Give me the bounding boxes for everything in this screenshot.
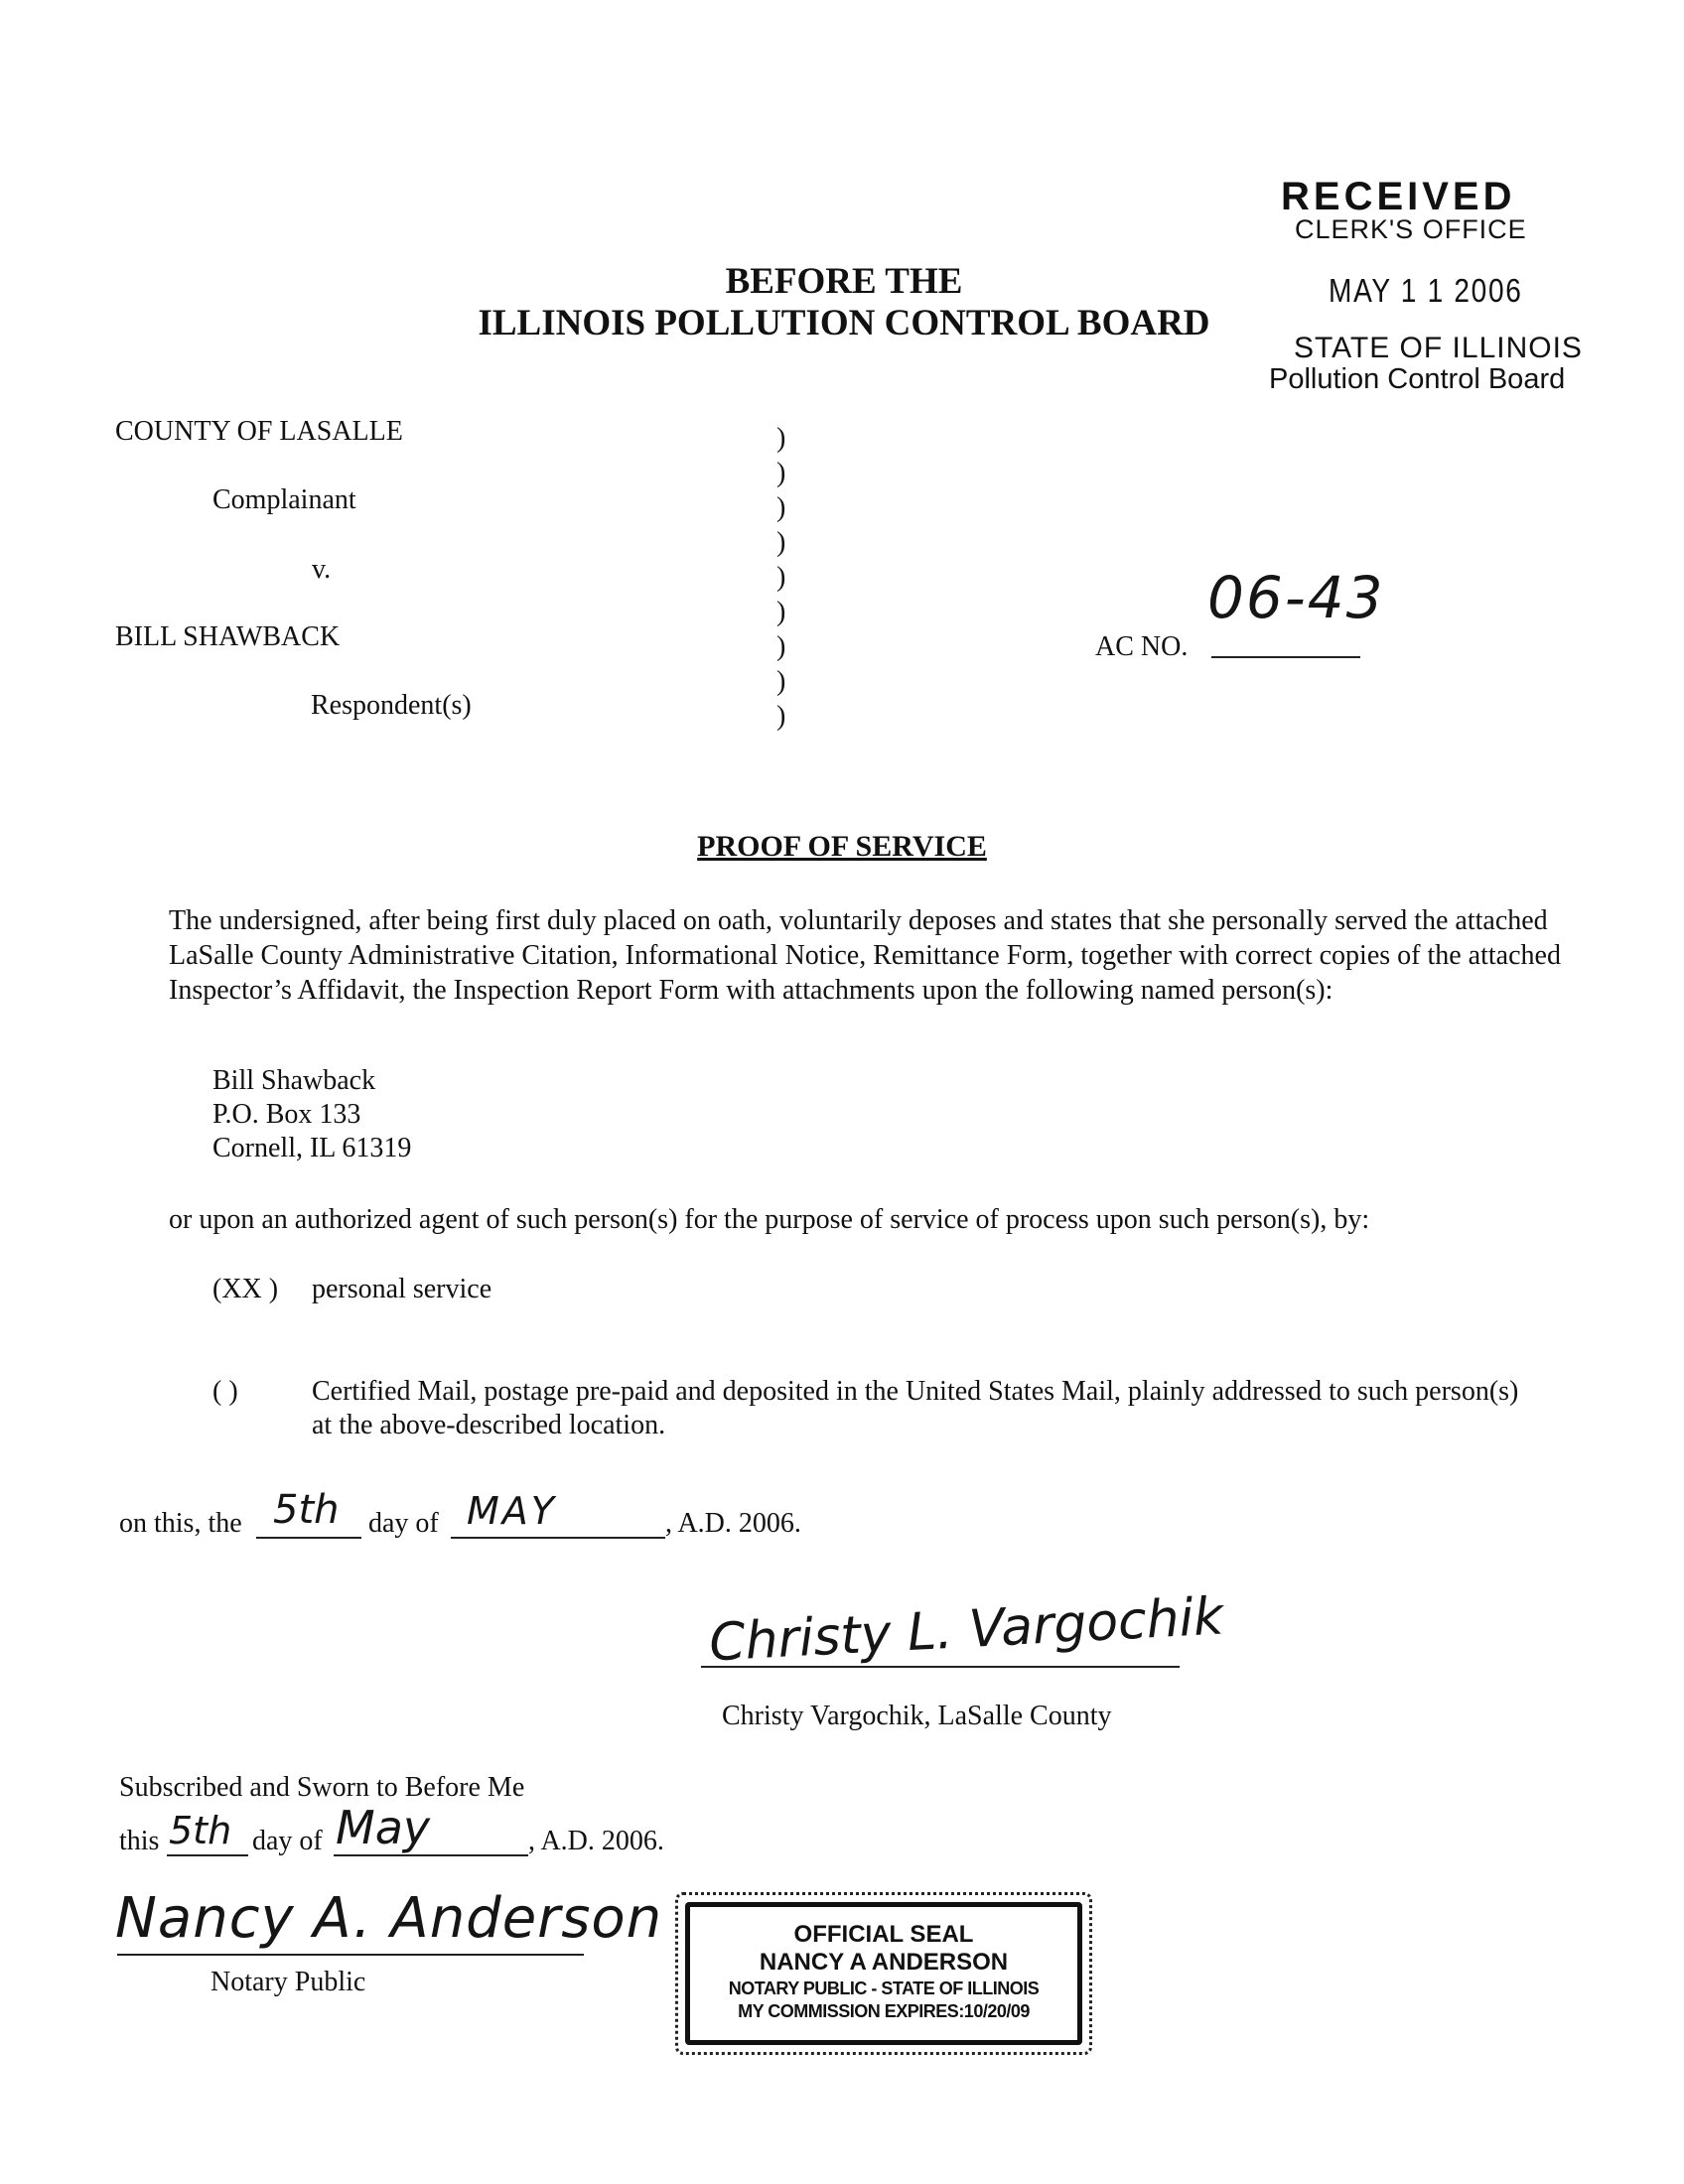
- caption-paren: ): [776, 597, 786, 627]
- complainant-role: Complainant: [212, 484, 356, 515]
- received-stamp-clerks-office: CLERK'S OFFICE: [1295, 214, 1527, 244]
- service-day-handwritten: 5th: [273, 1487, 340, 1533]
- complainant-name: COUNTY OF LASALLE: [115, 416, 403, 447]
- personal-service-checkbox: (XX ): [212, 1274, 279, 1304]
- official-seal-title: OFFICIAL SEAL: [793, 1921, 974, 1948]
- oath-statement: The undersigned, after being first duly placed on oath, voluntarily deposes and states that she personally served the attached LaSalle County Administrative Citation, Informational Notice, Remittance Form, together with correct copies of the attached Inspector’s Affidavit, the Inspection Report Form with attachments upon the following named person(s):: [169, 905, 1561, 1006]
- service-month-handwritten: MAY: [467, 1489, 557, 1533]
- served-person-city: Cornell, IL 61319: [212, 1133, 412, 1163]
- service-day-of: day of: [368, 1508, 439, 1539]
- authorized-agent-clause: or upon an authorized agent of such person(s) for the purpose of service of process upon such person(s), by:: [169, 1204, 1370, 1235]
- notary-this-label: this: [119, 1826, 160, 1856]
- notary-day-handwritten: 5th: [169, 1809, 232, 1852]
- caption-paren: ): [776, 492, 786, 523]
- sworn-statement: Subscribed and Sworn to Before Me: [119, 1772, 525, 1803]
- caption-paren: ): [776, 527, 786, 558]
- ac-number-handwritten: 06-43: [1207, 564, 1385, 631]
- heading-before-the: BEFORE THE: [725, 261, 963, 302]
- received-stamp-board: Pollution Control Board: [1269, 363, 1566, 395]
- received-stamp-date: MAY 1 1 2006: [1329, 272, 1523, 309]
- heading-board-name: ILLINOIS POLLUTION CONTROL BOARD: [478, 303, 1210, 343]
- notary-month-blank: [334, 1854, 528, 1856]
- service-day-blank: [256, 1537, 361, 1539]
- notary-year-suffix: , A.D. 2006.: [528, 1826, 664, 1856]
- certified-mail-checkbox: ( ): [212, 1376, 238, 1407]
- official-seal-notary-name: NANCY A ANDERSON: [759, 1949, 1009, 1976]
- official-seal-state: NOTARY PUBLIC - STATE OF ILLINOIS: [728, 1979, 1040, 1998]
- ac-number-underline: [1211, 656, 1360, 658]
- personal-service-label: personal service: [312, 1274, 492, 1304]
- notary-signature-handwritten: Nancy A. Anderson: [115, 1886, 663, 1951]
- notary-day-of: day of: [252, 1826, 323, 1856]
- respondent-name: BILL SHAWBACK: [115, 621, 341, 652]
- official-seal-expiry: MY COMMISSION EXPIRES:10/20/09: [738, 2001, 1030, 2021]
- official-seal: [685, 1902, 1082, 2045]
- caption-parenthesis-column: [776, 421, 806, 734]
- caption-paren: ): [776, 631, 786, 662]
- document-title: [0, 830, 1684, 864]
- versus-label: v.: [312, 554, 332, 585]
- caption-paren: ): [776, 423, 786, 454]
- served-person-po-box: P.O. Box 133: [212, 1099, 361, 1130]
- certified-mail-label: Certified Mail, postage pre-paid and deposited in the United States Mail, plainly addressed to such person(s) at the above-described location.: [312, 1376, 1519, 1440]
- server-printed-name: Christy Vargochik, LaSalle County: [722, 1701, 1112, 1731]
- caption-paren: ): [776, 666, 786, 697]
- notary-signature-line: [117, 1954, 584, 1956]
- caption-paren: ): [776, 458, 786, 488]
- document-title-text: PROOF OF SERVICE: [697, 830, 987, 863]
- respondent-role: Respondent(s): [311, 690, 472, 721]
- notary-public-label: Notary Public: [210, 1967, 366, 1997]
- received-stamp-state: STATE OF ILLINOIS: [1294, 332, 1583, 364]
- received-stamp-title: RECEIVED: [1281, 175, 1516, 218]
- caption-paren: ): [776, 562, 786, 593]
- service-date-suffix: , A.D. 2006.: [665, 1508, 801, 1539]
- served-person-name: Bill Shawback: [212, 1065, 376, 1096]
- ac-number-label: AC NO.: [1095, 631, 1189, 662]
- caption-paren: ): [776, 701, 786, 732]
- service-date-prefix: on this, the: [119, 1508, 242, 1539]
- notary-month-handwritten: May: [336, 1801, 431, 1854]
- service-month-blank: [451, 1537, 665, 1539]
- notary-day-blank: [167, 1854, 248, 1856]
- server-signature-handwritten: Christy L. Vargochik: [707, 1586, 1225, 1674]
